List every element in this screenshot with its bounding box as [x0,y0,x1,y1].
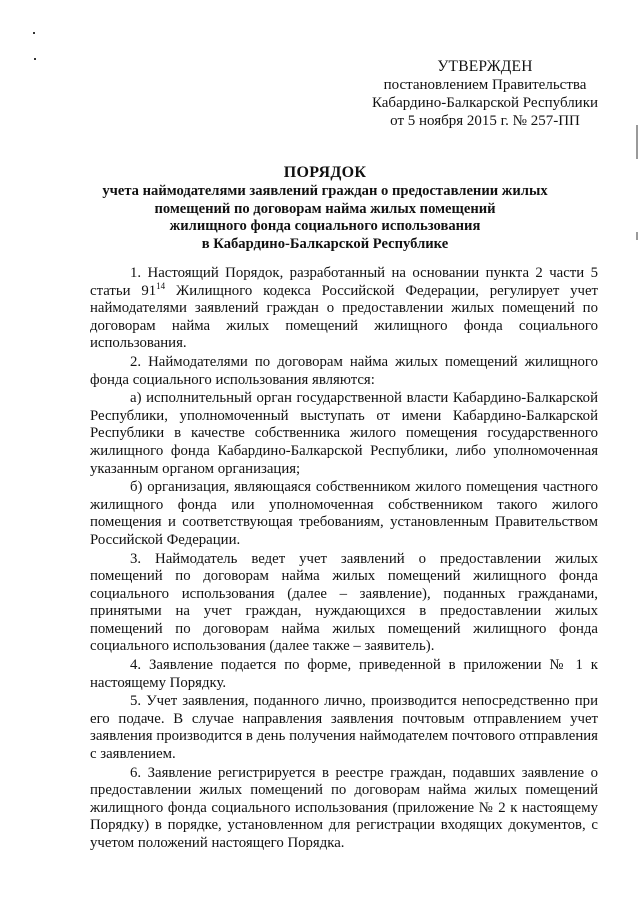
paragraph-6: 6. Заявление регистрируется в реестре граждан, подавших заявление о предоставлении жилых помещений по договорам найма жилых помещений жилищного фонда социального использования (приложение № 2 к настоящему Порядку) в порядке, установленном для регистрации входящих документов, с учетом положений настоящего Порядка. [90,764,598,851]
paragraph-2a: а) исполнительный орган государственной власти Кабардино-Балкарской Республики, уполномоченный выступать от имени Кабардино-Балкарской Республики в качестве собственника жилого помещения государственного жилищного фонда Кабардино-Балкарской Республики, либо уполномоченная указанным органом организация; [90,390,598,477]
approval-line: постановлением Правительства [383,77,587,93]
document-title-block [90,163,560,253]
document-subtitle-line: жилищного фонда социального использования [169,218,481,234]
approval-line: Кабардино-Балкарской Республики [371,95,599,111]
document-body [90,265,598,853]
paragraph-4: 4. Заявление подается по форме, приведенной в приложении № 1 к настоящему Порядку. [90,657,598,691]
paragraph-1-text-continued: Жилищного кодекса Российской Федерации, регулирует учет наймодателями заявлений граждан о предоставлении жилых помещений по договорам найма жилых помещений жилищного фонда социального использования. [90,282,599,352]
scan-speck [34,58,36,60]
approval-heading: УТВЕРЖДЕН [437,58,533,75]
approval-stamp-block [360,58,610,130]
paragraph-2: 2. Наймодателями по договорам найма жилых помещений жилищного фонда социального использования являются: [90,353,598,388]
paragraph-3: 3. Наймодатель ведет учет заявлений о предоставлении жилых помещений по договорам найма жилых помещений жилищного фонда социального использования (далее – заявление), поданных гражданами, принятыми на учет граждан, нуждающихся в предоставлении жилых помещений по договорам найма жилых помещений жилищного фонда социального использования (далее также – заявитель). [90,550,598,655]
scan-edge-mark [636,232,638,240]
document-subtitle-line: помещений по договорам найма жилых помещений [154,200,496,217]
document-subtitle-line: в Кабардино-Балкарской Республике [201,235,449,252]
paragraph-2b: б) организация, являющаяся собственником жилого помещения частного жилищного фонда или уполномоченная собственником такого жилого помещения и соответствующая требованиям, установленным Правительством Российской Федерации. [90,479,598,548]
article-superscript: 14 [156,280,166,291]
approval-line: от 5 ноября 2015 г. № 257-ПП [390,113,580,129]
document-title: ПОРЯДОК [283,164,367,181]
scan-edge-mark [636,125,638,159]
scan-speck [33,32,35,34]
paragraph-1 [90,265,598,353]
paragraph-5: 5. Учет заявления, поданного лично, производится непосредственно при его подаче. В случае направления заявления почтовым отправлением учет заявления производится в день получения наймодателем почтового отправления с заявлением. [90,693,598,763]
paragraph-1-text: 1. Настоящий Порядок, разработанный на основании пункта 2 части 5 статьи 91 [90,265,598,299]
document-subtitle-line: учета наймодателями заявлений граждан о предоставлении жилых [102,183,548,199]
